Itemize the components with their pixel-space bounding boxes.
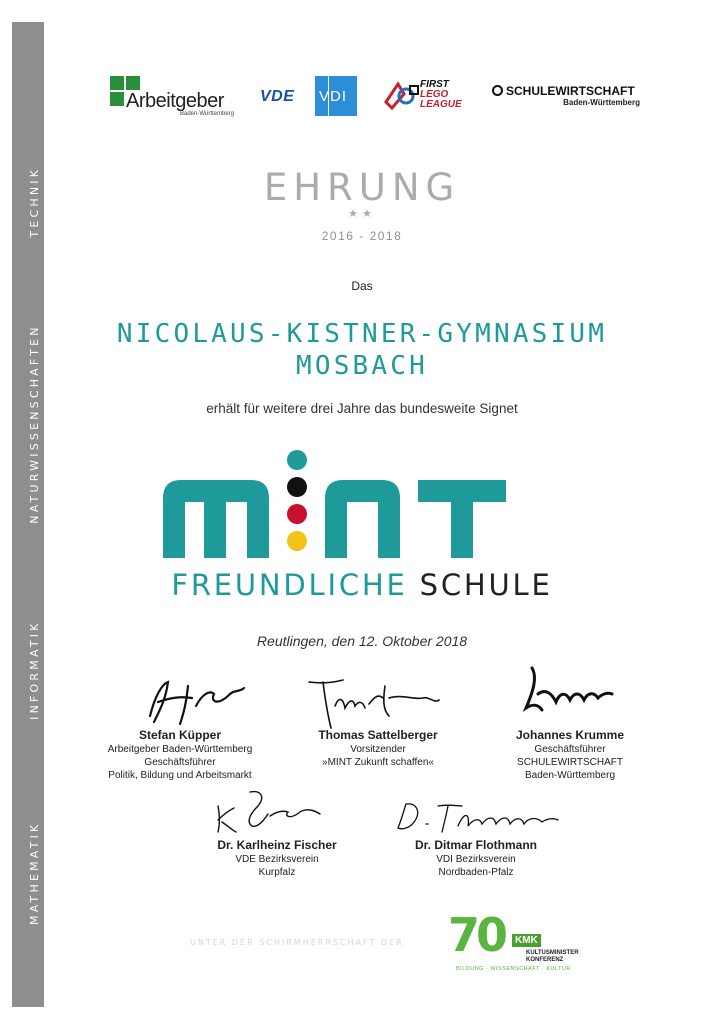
school-name-line2: MOSBACH bbox=[296, 351, 428, 381]
vde-logo: VDE bbox=[260, 88, 295, 105]
mint-dot-black bbox=[287, 477, 307, 497]
signet-freundliche: FREUNDLICHE bbox=[171, 568, 408, 602]
signer-name: Dr. Karlheinz Fischer bbox=[217, 838, 337, 852]
schulewirtschaft-title bbox=[492, 84, 652, 98]
place-date: Reutlingen, den 12. Oktober 2018 bbox=[256, 633, 468, 649]
vdi-text: VDI bbox=[319, 88, 348, 105]
fll-league: LEAGUE bbox=[420, 99, 462, 110]
signer-role: Nordbaden-Pfalz bbox=[438, 867, 514, 878]
signer-role: »MINT Zukunft schaffen« bbox=[322, 757, 434, 768]
mint-letter-n bbox=[325, 480, 400, 558]
certificate-title: EHRUNG bbox=[263, 166, 461, 209]
schulewirtschaft-name: SCHULEWIRTSCHAFT bbox=[506, 84, 635, 98]
arbeitgeber-name: Arbeitgeber bbox=[126, 90, 224, 112]
signature-fischer bbox=[210, 786, 340, 836]
signer-name: Thomas Sattelberger bbox=[318, 728, 438, 742]
signature-kuepper bbox=[140, 676, 250, 726]
fll-shapes-icon bbox=[384, 80, 420, 110]
first-lego-league-logo bbox=[384, 80, 474, 114]
signer-flothmann bbox=[366, 838, 586, 879]
signature-sattelberger bbox=[305, 676, 445, 731]
signature-flothmann bbox=[392, 798, 562, 838]
fll-text bbox=[420, 80, 462, 110]
mint-dot-red bbox=[287, 504, 307, 524]
signer-name: Johannes Krumme bbox=[515, 728, 625, 742]
mint-letter-t bbox=[418, 480, 506, 558]
kmk-anniversary-number: 70 bbox=[448, 908, 505, 962]
award-years: 2016 - 2018 bbox=[321, 229, 403, 243]
signer-role: Geschäftsführer bbox=[144, 757, 216, 768]
signer-role: Baden-Württemberg bbox=[524, 770, 616, 781]
subject-mathematik: MATHEMATIK bbox=[28, 821, 41, 925]
arbeitgeber-logo bbox=[110, 76, 240, 120]
ring-icon bbox=[492, 85, 503, 96]
intro-das: Das bbox=[351, 279, 373, 293]
mint-letter-m bbox=[163, 480, 269, 558]
signature-krumme bbox=[518, 664, 618, 724]
signer-name: Stefan Küpper bbox=[138, 728, 221, 742]
mint-dot-teal bbox=[287, 450, 307, 470]
signer-role: VDI Bezirksverein bbox=[436, 854, 516, 865]
kmk-badge: KMK bbox=[512, 934, 541, 947]
vdi-logo bbox=[315, 76, 357, 116]
kmk-name bbox=[526, 950, 579, 964]
kmk-name-line2: KONFERENZ bbox=[526, 957, 564, 963]
signer-kuepper bbox=[70, 728, 290, 782]
mint-dot-gold bbox=[287, 531, 307, 551]
kmk-logo bbox=[448, 908, 588, 974]
signer-krumme bbox=[460, 728, 680, 782]
signer-role: Geschäftsführer bbox=[534, 744, 606, 755]
signer-role: Arbeitgeber Baden-Württemberg bbox=[107, 744, 253, 755]
subject-naturwissenschaften: NATURWISSENSCHAFTEN bbox=[28, 324, 41, 524]
signer-role: Politik, Bildung und Arbeitsmarkt bbox=[108, 770, 252, 781]
signet-schule: SCHULE bbox=[419, 568, 553, 602]
kmk-name-line1: KULTUSMINISTER bbox=[526, 950, 579, 956]
arbeitgeber-sub: Baden-Württemberg bbox=[180, 111, 235, 117]
signer-name: Dr. Ditmar Flothmann bbox=[414, 838, 537, 852]
signer-sattelberger bbox=[268, 728, 488, 769]
signer-role: Kurpfalz bbox=[258, 867, 296, 878]
signet-text: erhält für weitere drei Jahre das bundesweite Signet bbox=[206, 401, 518, 416]
fll-lego: LEGO bbox=[420, 89, 449, 100]
signer-role: SCHULEWIRTSCHAFT bbox=[517, 757, 623, 768]
fll-first: FIRST bbox=[420, 79, 449, 90]
subject-technik: TECHNIK bbox=[28, 166, 41, 238]
subject-informatik: INFORMATIK bbox=[28, 620, 41, 720]
patronage-text: UNTER DER SCHIRMHERRSCHAFT DER bbox=[190, 938, 404, 947]
mint-logo bbox=[0, 440, 724, 565]
schulewirtschaft-sub: Baden-Württemberg bbox=[563, 98, 640, 107]
signer-role: VDE Bezirksverein bbox=[235, 854, 319, 865]
school-name-line1: NICOLAUS-KISTNER-GYMNASIUM bbox=[116, 319, 608, 349]
signer-role: Vorsitzender bbox=[350, 744, 406, 755]
signet-subtitle bbox=[0, 568, 724, 602]
school-name bbox=[0, 318, 724, 382]
schulewirtschaft-logo bbox=[492, 84, 652, 110]
stars-icon: ★★ bbox=[348, 208, 376, 220]
signer-fischer bbox=[167, 838, 387, 879]
kmk-tagline: BILDUNG · WISSENSCHAFT · KULTUR bbox=[456, 966, 571, 972]
